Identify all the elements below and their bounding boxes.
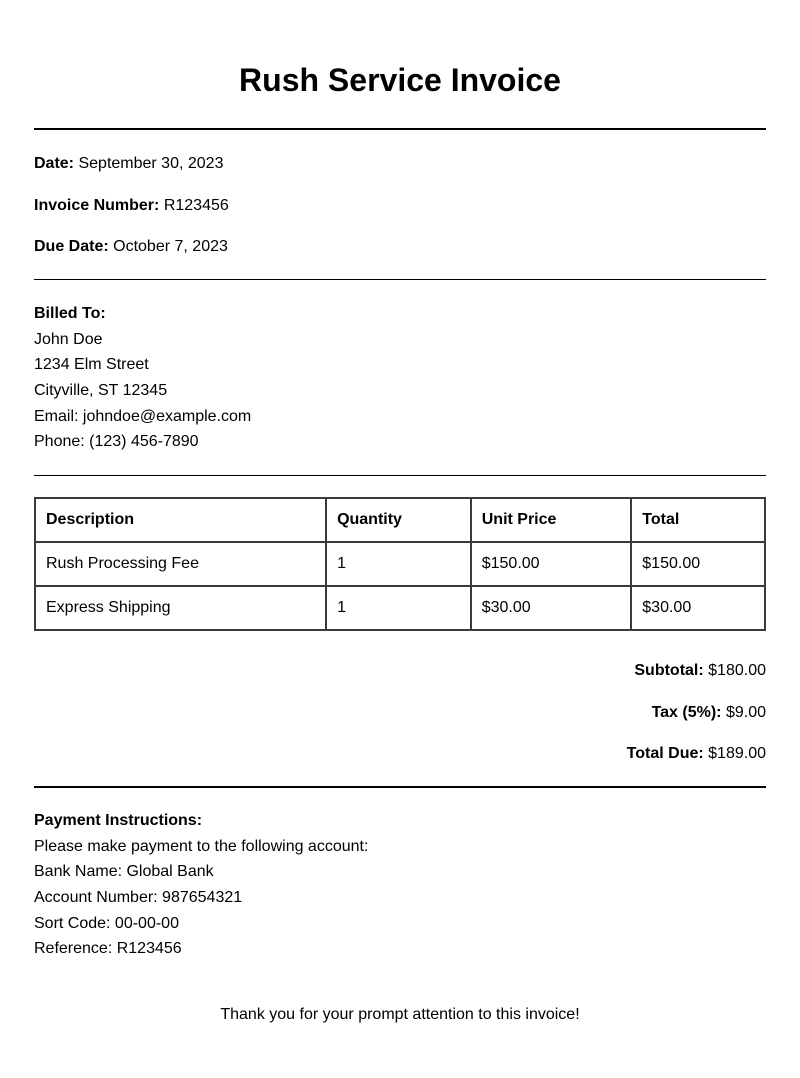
payment-intro: Please make payment to the following account: xyxy=(34,837,369,855)
thank-you-note: Thank you for your prompt attention to this invoice! xyxy=(220,1006,580,1023)
date-label: Date: xyxy=(34,155,75,172)
item-description: Rush Processing Fee xyxy=(35,542,326,586)
divider xyxy=(34,128,766,130)
billed-to-section xyxy=(34,301,251,455)
invoice-title: Rush Service Invoice xyxy=(239,62,561,98)
table-row xyxy=(35,586,765,630)
payment-instructions-section xyxy=(34,808,368,962)
billed-to-name: John Doe xyxy=(34,330,103,348)
billed-to-phone: Phone: (123) 456-7890 xyxy=(34,433,199,451)
divider xyxy=(34,786,766,788)
divider xyxy=(34,279,766,280)
due-date-value: October 7, 2023 xyxy=(113,238,228,255)
item-unit-price: $30.00 xyxy=(471,586,632,630)
sort-code: Sort Code: 00-00-00 xyxy=(34,914,179,932)
date-value: September 30, 2023 xyxy=(78,155,224,172)
billed-to-street: 1234 Elm Street xyxy=(34,356,149,374)
subtotal-line xyxy=(634,661,766,681)
item-description: Express Shipping xyxy=(35,586,326,630)
date-line xyxy=(34,154,223,174)
bank-name: Bank Name: Global Bank xyxy=(34,863,214,881)
total-due-value: $189.00 xyxy=(708,745,766,762)
divider xyxy=(34,475,766,476)
payment-reference: Reference: R123456 xyxy=(34,940,182,958)
item-unit-price: $150.00 xyxy=(471,542,632,586)
billed-to-heading: Billed To: xyxy=(34,305,106,322)
items-table xyxy=(34,497,766,631)
invoice-number-line xyxy=(34,196,229,216)
item-quantity: 1 xyxy=(326,586,471,630)
tax-line xyxy=(652,703,766,723)
table-row xyxy=(35,542,765,586)
tax-label: Tax (5%): xyxy=(651,704,722,721)
subtotal-value: $180.00 xyxy=(708,662,766,679)
due-date-label: Due Date: xyxy=(34,238,109,255)
tax-value: $9.00 xyxy=(725,704,766,721)
total-due-line xyxy=(627,744,766,764)
invoice-number-label: Invoice Number: xyxy=(34,197,160,214)
subtotal-label: Subtotal: xyxy=(634,662,704,679)
billed-to-email: Email: johndoe@example.com xyxy=(34,407,252,425)
table-header-row xyxy=(35,498,765,542)
column-header-description: Description xyxy=(35,498,326,542)
column-header-quantity: Quantity xyxy=(326,498,471,542)
account-number: Account Number: 987654321 xyxy=(34,889,243,907)
item-total: $150.00 xyxy=(631,542,765,586)
column-header-total: Total xyxy=(631,498,765,542)
item-total: $30.00 xyxy=(631,586,765,630)
billed-to-city: Cityville, ST 12345 xyxy=(34,382,168,400)
total-due-label: Total Due: xyxy=(626,745,704,762)
due-date-line xyxy=(34,237,228,257)
column-header-unit-price: Unit Price xyxy=(471,498,632,542)
invoice-number-value: R123456 xyxy=(163,197,229,214)
item-quantity: 1 xyxy=(326,542,471,586)
payment-heading: Payment Instructions: xyxy=(34,812,203,829)
